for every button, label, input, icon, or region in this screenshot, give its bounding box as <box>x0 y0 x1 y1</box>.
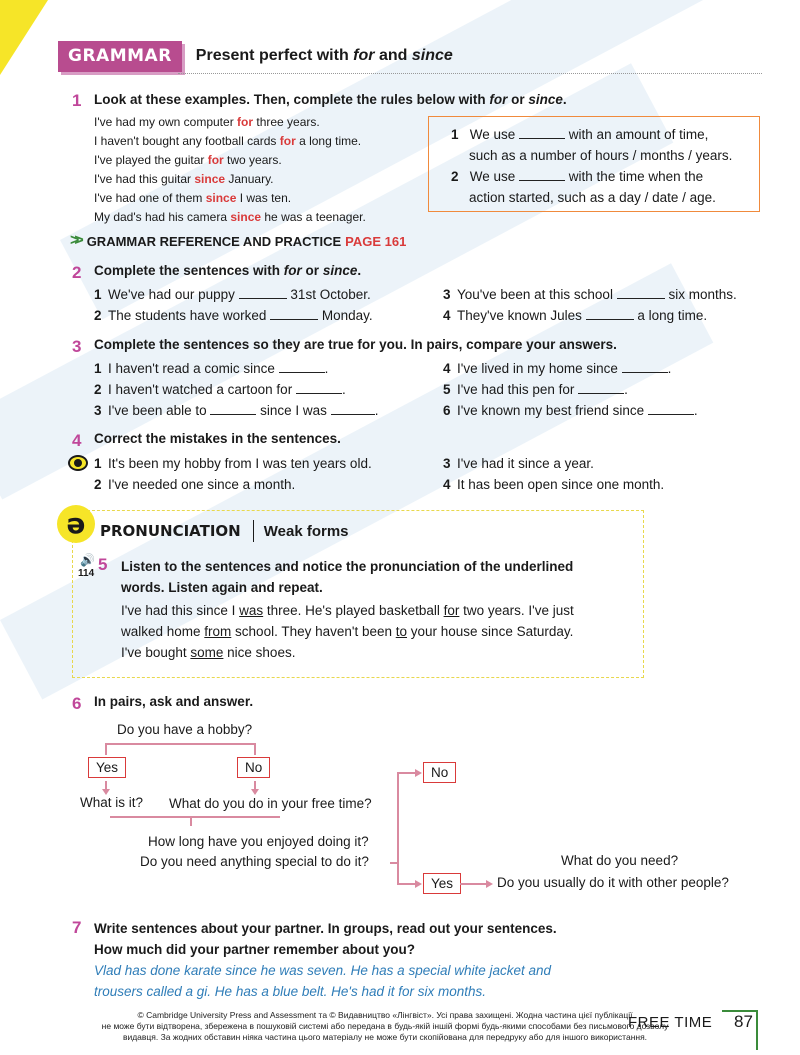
answer-blank[interactable] <box>617 287 665 299</box>
divider <box>178 73 762 74</box>
flow-connector <box>110 816 280 818</box>
no-box: No <box>237 757 270 778</box>
answer-blank[interactable] <box>270 308 318 320</box>
exercise-instruction: Listen to the sentences and notice the pronunciation of the underlined words. Listen again and repeat. <box>121 559 574 595</box>
rule-1: 1 We use with an amount of time, <box>451 127 709 142</box>
exercise-instruction: In pairs, ask and answer. <box>94 694 254 709</box>
pronunciation-header: PRONUNCIATION Weak forms <box>100 522 349 540</box>
exercise-instruction: Write sentences about your partner. In groups, read out your sentences. How much did your partner remember about you? <box>94 921 557 957</box>
list-item: 2 I haven't watched a cartoon for . <box>94 382 346 397</box>
page-number: 87 <box>734 1012 753 1031</box>
answer-blank[interactable] <box>210 403 256 415</box>
flow-connector <box>254 743 256 755</box>
list-item: 1 We've had our puppy 31st October. <box>94 287 371 302</box>
copyright-notice: © Cambridge University Press and Assessment та © Видавництво «Лінгвіст». Усі права захищені. Жодна частина цієї публікації не може бути відтворена, збережена в пошуковій системі або передана в будь-якій іншій формі будь-якими способами без письмового дозволу видавця. За жодних обставин ніяка частина цього матеріалу не може бути скопійована для передруку або для іншого використання. <box>101 1010 669 1042</box>
flow-connector <box>397 883 415 885</box>
list-item: 2 I've needed one since a month. <box>94 477 296 492</box>
answer-blank[interactable] <box>279 361 325 373</box>
list-item: 1 It's been my hobby from I was ten years old. <box>94 456 372 471</box>
exercise-number: 4 <box>72 431 82 450</box>
flow-question: What do you need? <box>561 853 679 868</box>
audio-icon[interactable]: 🔊 <box>80 553 95 567</box>
exercise-instruction: Correct the mistakes in the sentences. <box>94 431 341 446</box>
flow-question: Do you have a hobby? <box>117 722 253 737</box>
list-item: 4 I've lived in my home since . <box>443 361 672 376</box>
example-sentence: I've had this guitar since January. <box>94 172 274 186</box>
exercise-number: 1 <box>72 91 82 110</box>
answer-blank[interactable] <box>622 361 668 373</box>
answer-blank[interactable] <box>331 403 375 415</box>
exercise-number: 6 <box>72 694 82 713</box>
eye-icon <box>68 455 88 471</box>
flow-question: Do you need anything special to do it? <box>140 854 369 869</box>
arrow-right-icon <box>415 769 422 777</box>
pronunciation-sentences: I've had this since I was three. He's played basketball for two years. I've just walked home from school. They haven't been to your house since Saturday. I've bought some nice shoes. <box>121 603 574 660</box>
exercise-number: 7 <box>72 918 82 937</box>
page-corner-line <box>756 1010 758 1050</box>
exercise-number: 3 <box>72 337 82 356</box>
list-item: 5 I've had this pen for . <box>443 382 628 397</box>
flow-connector <box>397 772 399 884</box>
list-item: 2 The students have worked Monday. <box>94 308 373 323</box>
arrow-right-icon <box>486 880 493 888</box>
example-sentence: I've had one of them since I was ten. <box>94 191 292 205</box>
schwa-icon: ə <box>57 505 95 543</box>
corner-decoration <box>0 0 48 75</box>
list-item: 4 They've known Jules a long time. <box>443 308 708 323</box>
flow-connector <box>460 883 486 885</box>
flow-question: What do you do in your free time? <box>169 796 372 811</box>
no-box: No <box>423 762 456 783</box>
flow-connector <box>390 862 398 864</box>
flow-question: Do you usually do it with other people? <box>497 875 729 890</box>
grammar-tag: GRAMMAR <box>58 41 182 72</box>
answer-blank[interactable] <box>578 382 624 394</box>
grammar-reference-link[interactable]: >> GRAMMAR REFERENCE AND PRACTICE PAGE 161 <box>70 232 407 249</box>
rule-1-continued: such as a number of hours / months / years. <box>469 148 733 163</box>
example-list <box>94 113 366 227</box>
answer-blank[interactable] <box>519 169 565 181</box>
flow-question: How long have you enjoyed doing it? <box>148 834 369 849</box>
yes-box: Yes <box>88 757 126 778</box>
rule-2-continued: action started, such as a day / date / age. <box>469 190 716 205</box>
flow-connector <box>190 816 192 826</box>
model-answer: Vlad has done karate since he was seven. He has a special white jacket and trousers called a gi. He has a blue belt. He's had it for six months. <box>94 963 552 999</box>
flow-connector <box>105 743 107 755</box>
example-sentence: I haven't bought any football cards for a long time. <box>94 134 362 148</box>
section-header <box>58 37 453 75</box>
flow-connector <box>397 772 415 774</box>
arrow-down-icon <box>251 789 259 795</box>
answer-blank[interactable] <box>296 382 342 394</box>
answer-blank[interactable] <box>519 127 565 139</box>
answer-blank[interactable] <box>239 287 287 299</box>
page-title: Present perfect with for and since <box>195 47 453 64</box>
list-item: 1 I haven't read a comic since . <box>94 361 329 376</box>
list-item: 6 I've known my best friend since . <box>443 403 698 418</box>
exercise-number: 2 <box>72 263 82 282</box>
exercise-instruction: Look at these examples. Then, complete the rules below with for or since. <box>94 92 567 107</box>
yes-box: Yes <box>423 873 461 894</box>
list-item: 3 I've been able to since I was . <box>94 403 379 418</box>
list-item: 4 It has been open since one month. <box>443 477 665 492</box>
list-item: 3 You've been at this school six months. <box>443 287 737 302</box>
example-sentence: I've played the guitar for two years. <box>94 153 282 167</box>
example-sentence: I've had my own computer for three years. <box>94 115 320 129</box>
answer-blank[interactable] <box>648 403 694 415</box>
audio-track-number: 114 <box>78 568 95 579</box>
rules-box <box>428 116 760 212</box>
arrow-right-icon <box>415 880 422 888</box>
exercise-number: 5 <box>98 555 108 574</box>
rule-2: 2 We use with the time when the <box>451 169 704 184</box>
answer-blank[interactable] <box>586 308 634 320</box>
exercise-instruction: Complete the sentences so they are true for you. In pairs, compare your answers. <box>94 337 617 352</box>
flow-question: What is it? <box>80 795 144 810</box>
exercise-instruction: Complete the sentences with for or since. <box>94 263 362 278</box>
list-item: 3 I've had it since a year. <box>443 456 594 471</box>
section-label: FREE TIME <box>628 1014 713 1031</box>
double-chevron-icon: >> <box>70 232 79 249</box>
flow-connector <box>105 743 255 745</box>
example-sentence: My dad's had his camera since he was a teenager. <box>94 210 366 224</box>
divider <box>253 520 254 542</box>
